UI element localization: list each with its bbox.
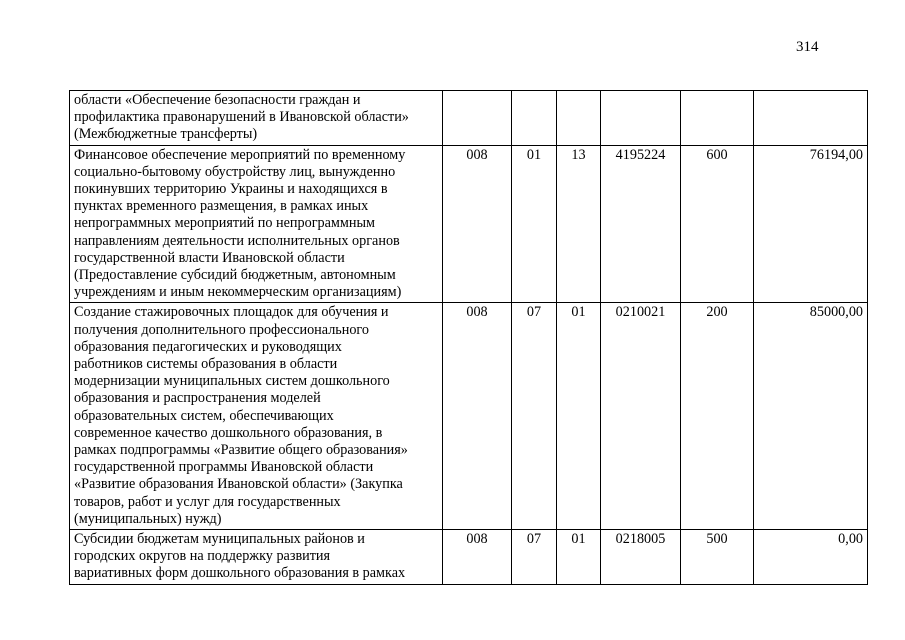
description-line: государственной власти Ивановской области xyxy=(74,249,345,266)
description-line: вариативных форм дошкольного образования в рамках xyxy=(74,565,406,582)
description-line: социально-бытовому обустройству лиц, вынужденно xyxy=(74,163,396,180)
row-description xyxy=(70,91,443,146)
description-line: пунктах временного размещения, в рамках иных xyxy=(74,198,369,215)
description-line: профилактика правонарушений в Ивановской области» xyxy=(74,109,409,126)
target-article-cell xyxy=(601,91,681,146)
description-line: направлениям деятельности исполнительных органов xyxy=(74,232,400,249)
amount-cell: 0,00 xyxy=(754,530,868,585)
page-number: 314 xyxy=(796,39,819,55)
expense-type-cell: 500 xyxy=(681,530,754,585)
section-code-cell xyxy=(512,91,557,146)
amount-cell: 76194,00 xyxy=(754,145,868,303)
ministry-code-cell xyxy=(443,91,512,146)
section-code-cell: 01 xyxy=(512,145,557,303)
row-description xyxy=(70,303,443,530)
description-line: образования и распространения моделей xyxy=(74,390,321,407)
target-article-cell: 4195224 xyxy=(601,145,681,303)
amount-cell xyxy=(754,91,868,146)
expense-type-cell xyxy=(681,91,754,146)
description-line: товаров, работ и услуг для государственных xyxy=(74,493,341,510)
section-code-cell: 07 xyxy=(512,303,557,530)
subsection-code-cell: 13 xyxy=(557,145,601,303)
description-line: государственной программы Ивановской области xyxy=(74,459,374,476)
target-article-cell: 0210021 xyxy=(601,303,681,530)
description-line: покинувших территорию Украины и находящихся в xyxy=(74,181,388,198)
description-line: учреждениям и иным некоммерческим организациям) xyxy=(74,284,402,301)
description-line: непрограммных мероприятий по непрограммным xyxy=(74,215,375,232)
description-line: получения дополнительного профессионального xyxy=(74,321,369,338)
expense-type-cell: 200 xyxy=(681,303,754,530)
ministry-code-cell: 008 xyxy=(443,145,512,303)
ministry-code-cell: 008 xyxy=(443,530,512,585)
description-line: образования педагогических и руководящих xyxy=(74,338,342,355)
table-row xyxy=(70,91,868,146)
budget-table xyxy=(69,90,868,585)
description-line: модернизации муниципальных систем дошкольного xyxy=(74,373,390,390)
description-line: современное качество дошкольного образования, в xyxy=(74,424,383,441)
description-line: (Межбюджетные трансферты) xyxy=(74,126,258,143)
target-article-cell: 0218005 xyxy=(601,530,681,585)
amount-cell: 85000,00 xyxy=(754,303,868,530)
description-line: (муниципальных) нужд) xyxy=(74,510,222,527)
expense-type-cell: 600 xyxy=(681,145,754,303)
description-line: образовательных систем, обеспечивающих xyxy=(74,407,334,424)
row-description xyxy=(70,145,443,303)
description-line: (Предоставление субсидий бюджетным, автономным xyxy=(74,267,396,284)
description-line: области «Обеспечение безопасности граждан и xyxy=(74,92,361,108)
subsection-code-cell: 01 xyxy=(557,303,601,530)
subsection-code-cell: 01 xyxy=(557,530,601,585)
description-line: работников системы образования в области xyxy=(74,356,338,373)
row-description xyxy=(70,530,443,585)
subsection-code-cell xyxy=(557,91,601,146)
description-line: рамках подпрограммы «Развитие общего образования» xyxy=(74,442,408,459)
table-row xyxy=(70,145,868,303)
table-row xyxy=(70,303,868,530)
description-line: «Развитие образования Ивановской области» (Закупка xyxy=(74,476,403,493)
description-line: Субсидии бюджетам муниципальных районов и xyxy=(74,531,365,548)
description-line: Финансовое обеспечение мероприятий по временному xyxy=(74,146,406,163)
table-row xyxy=(70,530,868,585)
section-code-cell: 07 xyxy=(512,530,557,585)
description-line: городских округов на поддержку развития xyxy=(74,548,331,565)
description-line: Создание стажировочных площадок для обучения и xyxy=(74,304,389,321)
ministry-code-cell: 008 xyxy=(443,303,512,530)
